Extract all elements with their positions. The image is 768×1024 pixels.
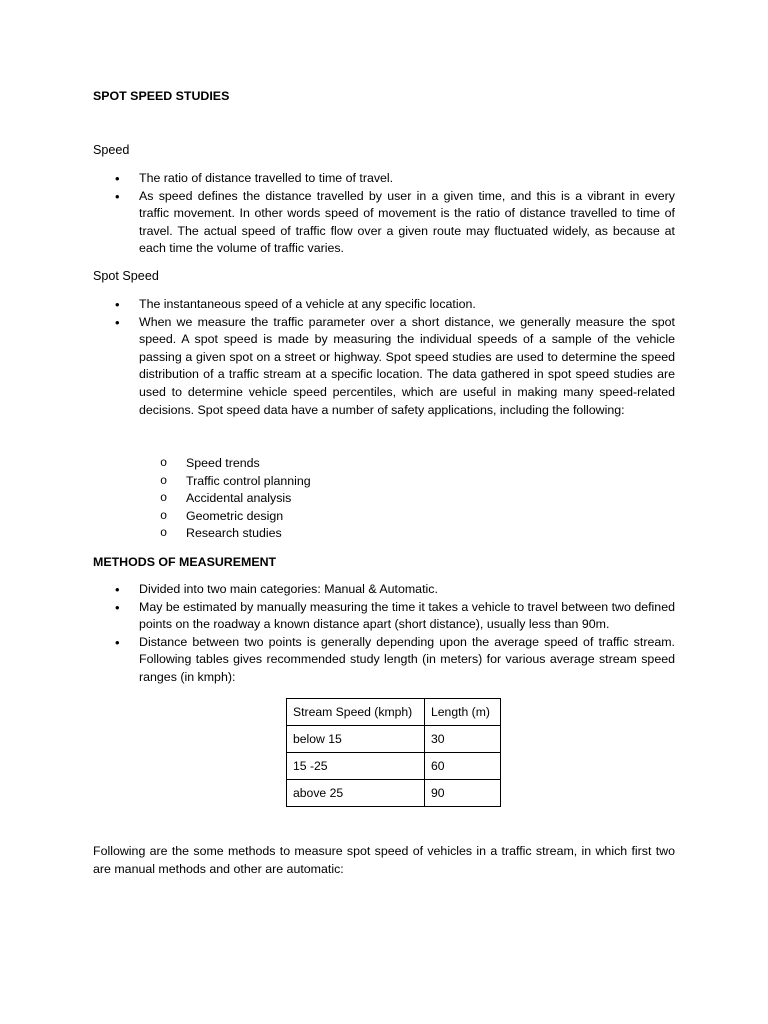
list-item: o Traffic control planning [160,473,460,491]
list-item: • As speed defines the distance travelled by user in a given time, and this is a vibrant in every traffic movement. In other words speed of movement is the ratio of distance travelled to time of travel. The actual speed of traffic flow over a given route may fluctuated widely, as because at each time the volume of traffic varies. [113,188,675,258]
list-item: • Distance between two points is generally depending upon the average speed of traffic stream. Following tables gives recommended study length (in meters) for various average stream speed ranges (in kmph): [113,634,675,687]
spot-speed-heading: Spot Speed [93,269,159,283]
table-header-cell: Length (m) [425,699,501,726]
list-item: • The ratio of distance travelled to time of travel. [113,170,675,188]
table-row [287,726,501,753]
speed-heading: Speed [93,143,130,157]
applications-list [160,455,460,543]
list-item: o Research studies [160,525,460,543]
table-header-cell: Stream Speed (kmph) [287,699,425,726]
spot-speed-bullet-list [113,296,675,419]
table-cell: 30 [425,726,501,753]
methods-heading: METHODS OF MEASUREMENT [93,555,277,569]
list-item: o Geometric design [160,508,460,526]
methods-bullet-list [113,581,675,687]
list-item: • When we measure the traffic parameter over a short distance, we generally measure the spot speed. A spot speed is made by measuring the individual speeds of a sample of the vehicle passing a given spot on a street or highway. Spot speed studies are used to determine the speed distribution of a traffic stream at a specific location. The data gathered in spot speed studies are used to determine vehicle speed percentiles, which are useful in making many speed-related decisions. Spot speed data have a number of safety applications, including the following: [113,314,675,420]
study-length-table [286,698,501,807]
table-cell: 90 [425,780,501,807]
speed-bullet-list [113,170,675,258]
closing-paragraph: Following are the some methods to measure spot speed of vehicles in a traffic stream, in which first two are manual methods and other are automatic: [93,844,675,876]
table-header-row [287,699,501,726]
table-cell: above 25 [287,780,425,807]
list-item: • Divided into two main categories: Manual & Automatic. [113,581,675,599]
list-item: o Accidental analysis [160,490,460,508]
table-cell: 15 -25 [287,753,425,780]
list-item: • The instantaneous speed of a vehicle at any specific location. [113,296,675,314]
table-row [287,753,501,780]
document-title: SPOT SPEED STUDIES [93,89,230,103]
list-item: • May be estimated by manually measuring the time it takes a vehicle to travel between two defined points on the roadway a known distance apart (short distance), usually less than 90m. [113,599,675,634]
table-cell: 60 [425,753,501,780]
table-cell: below 15 [287,726,425,753]
table-row [287,780,501,807]
list-item: o Speed trends [160,455,460,473]
